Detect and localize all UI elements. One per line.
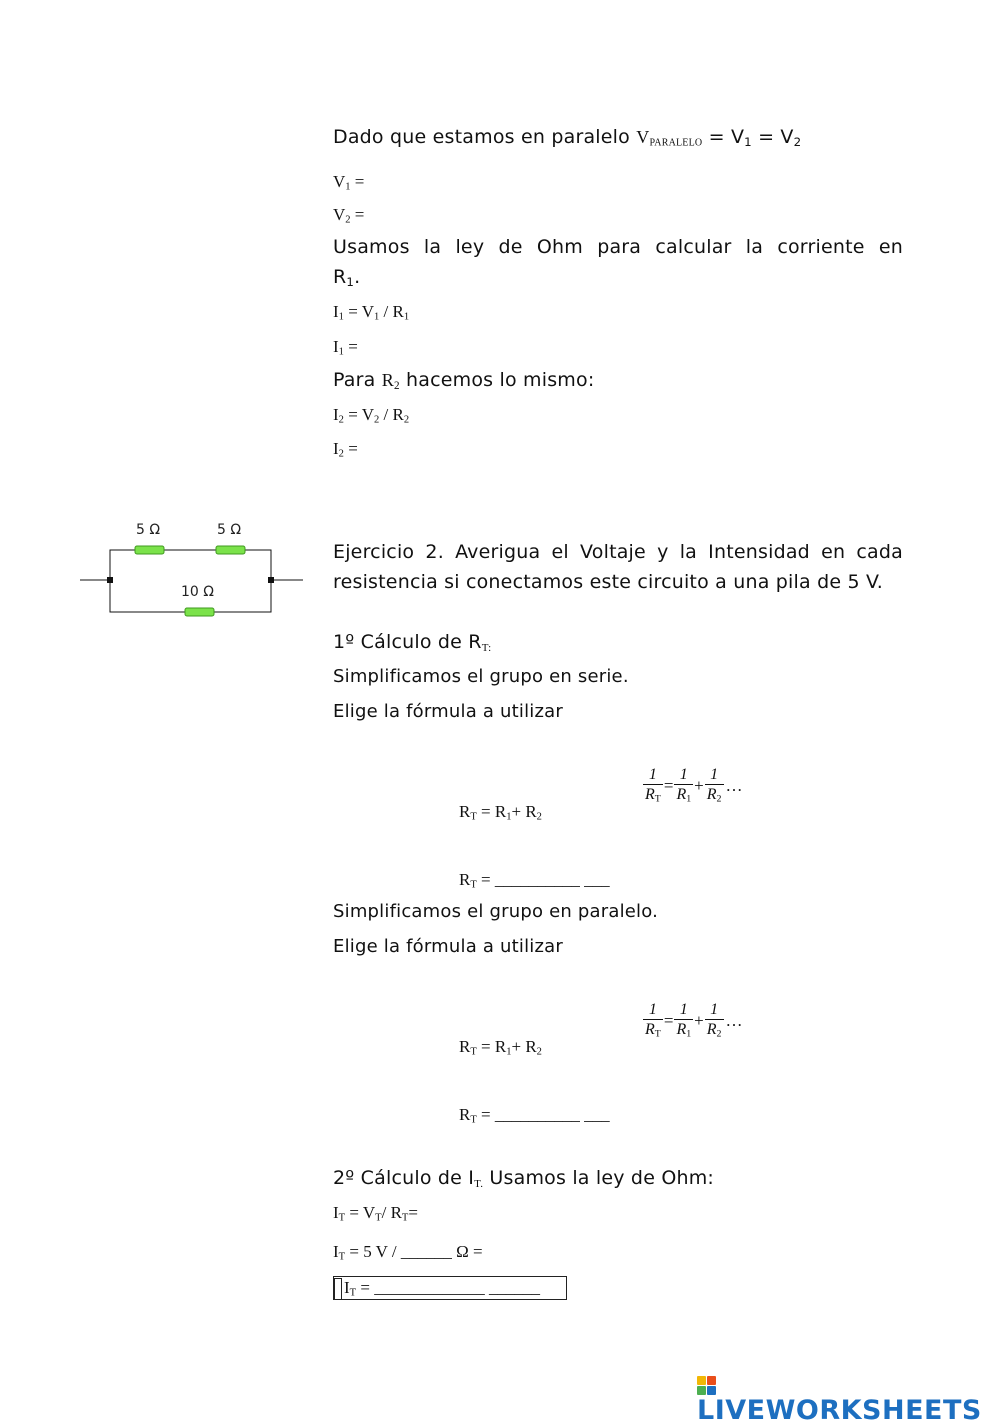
r2-instruction: Para $R_2$ hacemos lo mismo: bbox=[333, 369, 595, 392]
resistor-r2 bbox=[216, 546, 245, 554]
fraction-2-rt: $\frac{1}{R_T}$ bbox=[645, 1001, 661, 1040]
formula-parallel-1[interactable]: $\frac{1}{R_T}$ = $\frac{1}{R_1}$ + $\frac{1}{R_2}$ … bbox=[645, 766, 743, 805]
exercise2-title: Ejercicio 2. Averigua el Voltaje y la Intensidad en cada resistencia si conectamos este circuito a una pila de 5 V. bbox=[333, 541, 903, 593]
text-cursor bbox=[334, 1278, 342, 1300]
i1-result: $I_1$ = bbox=[333, 337, 358, 358]
series-simplify-text: Simplificamos el grupo en serie. bbox=[333, 666, 629, 687]
ohm-instruction-r1: $R_1$. bbox=[333, 266, 361, 289]
fraction-1-r2: $\frac{1}{R_2}$ bbox=[706, 766, 722, 805]
it-formula: $I_T = V_T/$ $R_T=$ bbox=[333, 1203, 418, 1224]
formula-series-2[interactable]: $R_T = R_1+ R_2$ bbox=[459, 1037, 542, 1058]
liveworksheets-logo[interactable] bbox=[697, 1376, 1000, 1426]
it-calculation[interactable]: $I_T = 5$ V / ______ Ω = bbox=[333, 1242, 483, 1263]
step1-heading: 1º Cálculo de $R_{T:}$ bbox=[333, 631, 492, 654]
circuit-diagram bbox=[75, 510, 310, 625]
fraction-1-r1: $\frac{1}{R_1}$ bbox=[676, 766, 692, 805]
resistor-r1 bbox=[135, 546, 164, 554]
parallel-simplify-text: Simplificamos el grupo en paralelo. bbox=[333, 901, 659, 922]
it-answer-field[interactable]: $I_T$ = _____________ ______ bbox=[333, 1276, 567, 1300]
rt-blank-2[interactable]: $R_T$ = __________ ___ bbox=[459, 1105, 610, 1126]
parallel-intro: Dado que estamos en paralelo $V_{PARALELO} = V_1 = V_2$ bbox=[333, 126, 802, 149]
liveworksheets-logo-icon bbox=[697, 1376, 716, 1395]
v2-line: $V_2$ = bbox=[333, 205, 365, 226]
resistor-r3 bbox=[185, 608, 214, 616]
formula-series-1[interactable]: $R_T = R_1+ R_2$ bbox=[459, 802, 542, 823]
i2-result: $I_2$ = bbox=[333, 439, 358, 460]
fraction-2-r2: $\frac{1}{R_2}$ bbox=[706, 1001, 722, 1040]
i1-formula: $I_1 = V_1 / R_1$ bbox=[333, 302, 410, 323]
fraction-2-r1: $\frac{1}{R_1}$ bbox=[676, 1001, 692, 1040]
junction-right bbox=[268, 577, 274, 583]
v1-line: $V_1$ = bbox=[333, 172, 365, 193]
wire-top-branch bbox=[110, 550, 271, 580]
resistor-r2-label: 5 Ω bbox=[217, 522, 242, 538]
fraction-1-rt: $\frac{1}{R_T}$ bbox=[645, 766, 661, 805]
liveworksheets-brand: LIVEWORKSHEETS bbox=[697, 1395, 982, 1426]
i2-formula: $I_2 = V_2 / R_2$ bbox=[333, 405, 410, 426]
rt-blank-1[interactable]: $R_T$ = __________ ___ bbox=[459, 870, 610, 891]
formula-parallel-2[interactable]: $\frac{1}{R_T}$ = $\frac{1}{R_1}$ + $\frac{1}{R_2}$ … bbox=[645, 1001, 743, 1040]
ohm-instruction: Usamos la ley de Ohm para calcular la corriente en bbox=[333, 236, 903, 258]
resistor-r1-label: 5 Ω bbox=[136, 522, 161, 538]
step2-heading: 2º Cálculo de $I_{T.}$ Usamos la ley de Ohm: bbox=[333, 1167, 715, 1190]
choose-formula-text-2: Elige la fórmula a utilizar bbox=[333, 936, 563, 957]
resistor-r3-label: 10 Ω bbox=[181, 584, 214, 600]
junction-left bbox=[107, 577, 113, 583]
choose-formula-text-1: Elige la fórmula a utilizar bbox=[333, 701, 563, 722]
